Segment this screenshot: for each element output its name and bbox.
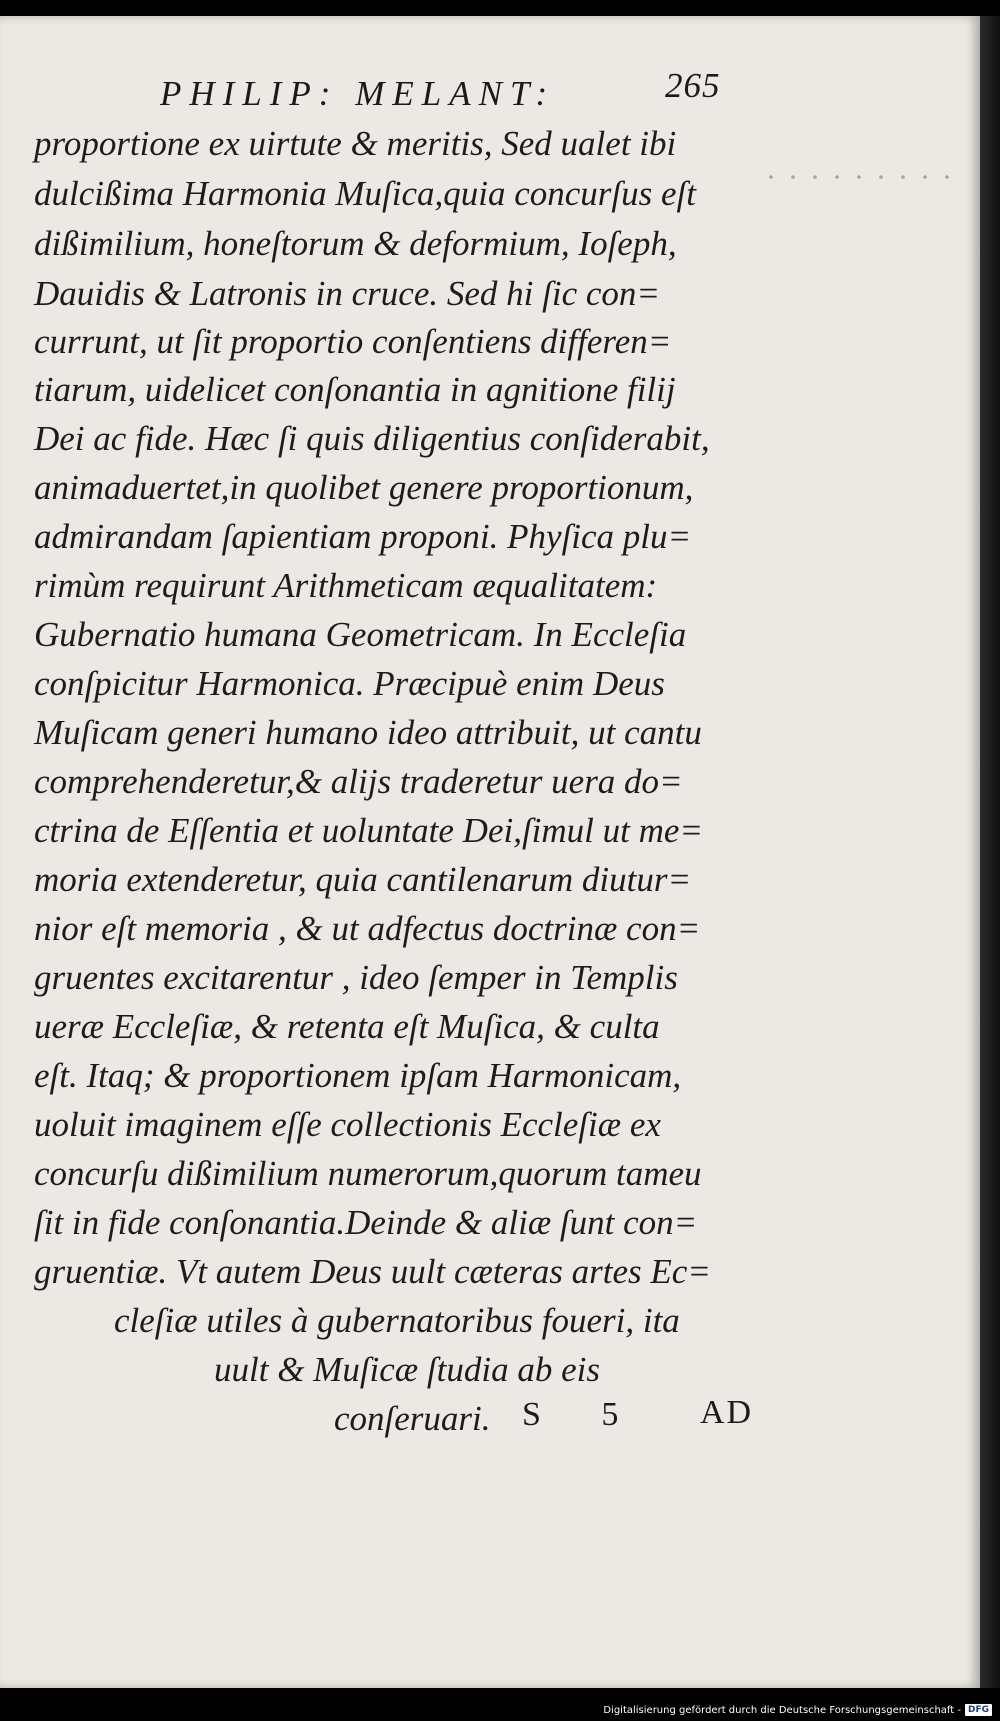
- text-line: Dei ac fide. Hæc ſi quis diligentius conſiderabit,: [34, 419, 710, 458]
- page-number: 265: [665, 66, 721, 105]
- text-line: rimùm requirunt Arithmeticam æqualitatem:: [34, 566, 658, 605]
- text-line: dißimilium, honeſtorum & deformium, Ioſeph,: [34, 224, 677, 263]
- text-line: conſpicitur Harmonica. Præcipuè enim Deus: [34, 664, 665, 703]
- text-line: concurſu dißimilium numerorum,quorum tameu: [34, 1154, 702, 1193]
- text-line: admirandam ſapientiam proponi. Phyſica plu=: [34, 517, 692, 556]
- text-line: Gubernatio humana Geometricam. In Eccleſia: [34, 615, 687, 654]
- text-line: moria extenderetur, quia cantilenarum diutur=: [34, 860, 692, 899]
- digitization-credit: [603, 1702, 992, 1718]
- signature-mark: S 5: [522, 1396, 645, 1433]
- text-line: gruentes excitarentur , ideo ſemper in Templis: [34, 958, 678, 997]
- running-title: PHILIP: MELANT:: [160, 74, 556, 113]
- text-line: Muſicam generi humano ideo attribuit, ut cantu: [34, 713, 702, 752]
- text-line: uult & Muſicæ ſtudia ab eis: [214, 1350, 600, 1389]
- text-line: conſeruari.: [334, 1399, 491, 1438]
- text-line: nior eſt memoria , & ut adfectus doctrinæ con=: [34, 909, 701, 948]
- page-header: [160, 66, 760, 126]
- catchword: AD: [700, 1394, 754, 1431]
- credit-text: Digitalisierung gefördert durch die Deutsche Forschungsgemeinschaft -: [603, 1704, 961, 1716]
- text-line: eſt. Itaq; & proportionem ipſam Harmonicam,: [34, 1056, 682, 1095]
- decorative-dots: [760, 174, 965, 180]
- text-line: comprehenderetur,& alijs traderetur uera do=: [34, 762, 683, 801]
- text-line: gruentiæ. Vt autem Deus uult cæteras artes Ec=: [34, 1252, 711, 1291]
- text-line: ueræ Eccleſiæ, & retenta eſt Muſica, & culta: [34, 1007, 660, 1046]
- text-line: dulcißima Harmonia Muſica,quia concurſus eſt: [34, 174, 697, 213]
- text-line: ctrina de Eſſentia et uoluntate Dei,ſimul ut me=: [34, 811, 704, 850]
- page-edge: [980, 16, 1000, 1688]
- text-line: tiarum, uidelicet conſonantia in agnitione filij: [34, 370, 676, 409]
- text-line: cleſiæ utiles à gubernatoribus foueri, ita: [114, 1301, 680, 1340]
- text-line: animaduertet,in quolibet genere proportionum,: [34, 468, 694, 507]
- text-line: currunt, ut ſit proportio conſentiens differen=: [34, 322, 672, 361]
- text-line: ſit in fide conſonantia.Deinde & aliæ ſunt con=: [34, 1203, 698, 1242]
- text-line: Dauidis & Latronis in cruce. Sed hi ſic con=: [34, 274, 661, 313]
- text-line: proportione ex uirtute & meritis, Sed ualet ibi: [34, 124, 677, 163]
- book-page: [0, 16, 980, 1688]
- text-line: uoluit imaginem eſſe collectionis Eccleſiæ ex: [34, 1105, 661, 1144]
- dfg-logo: DFG: [965, 1704, 992, 1716]
